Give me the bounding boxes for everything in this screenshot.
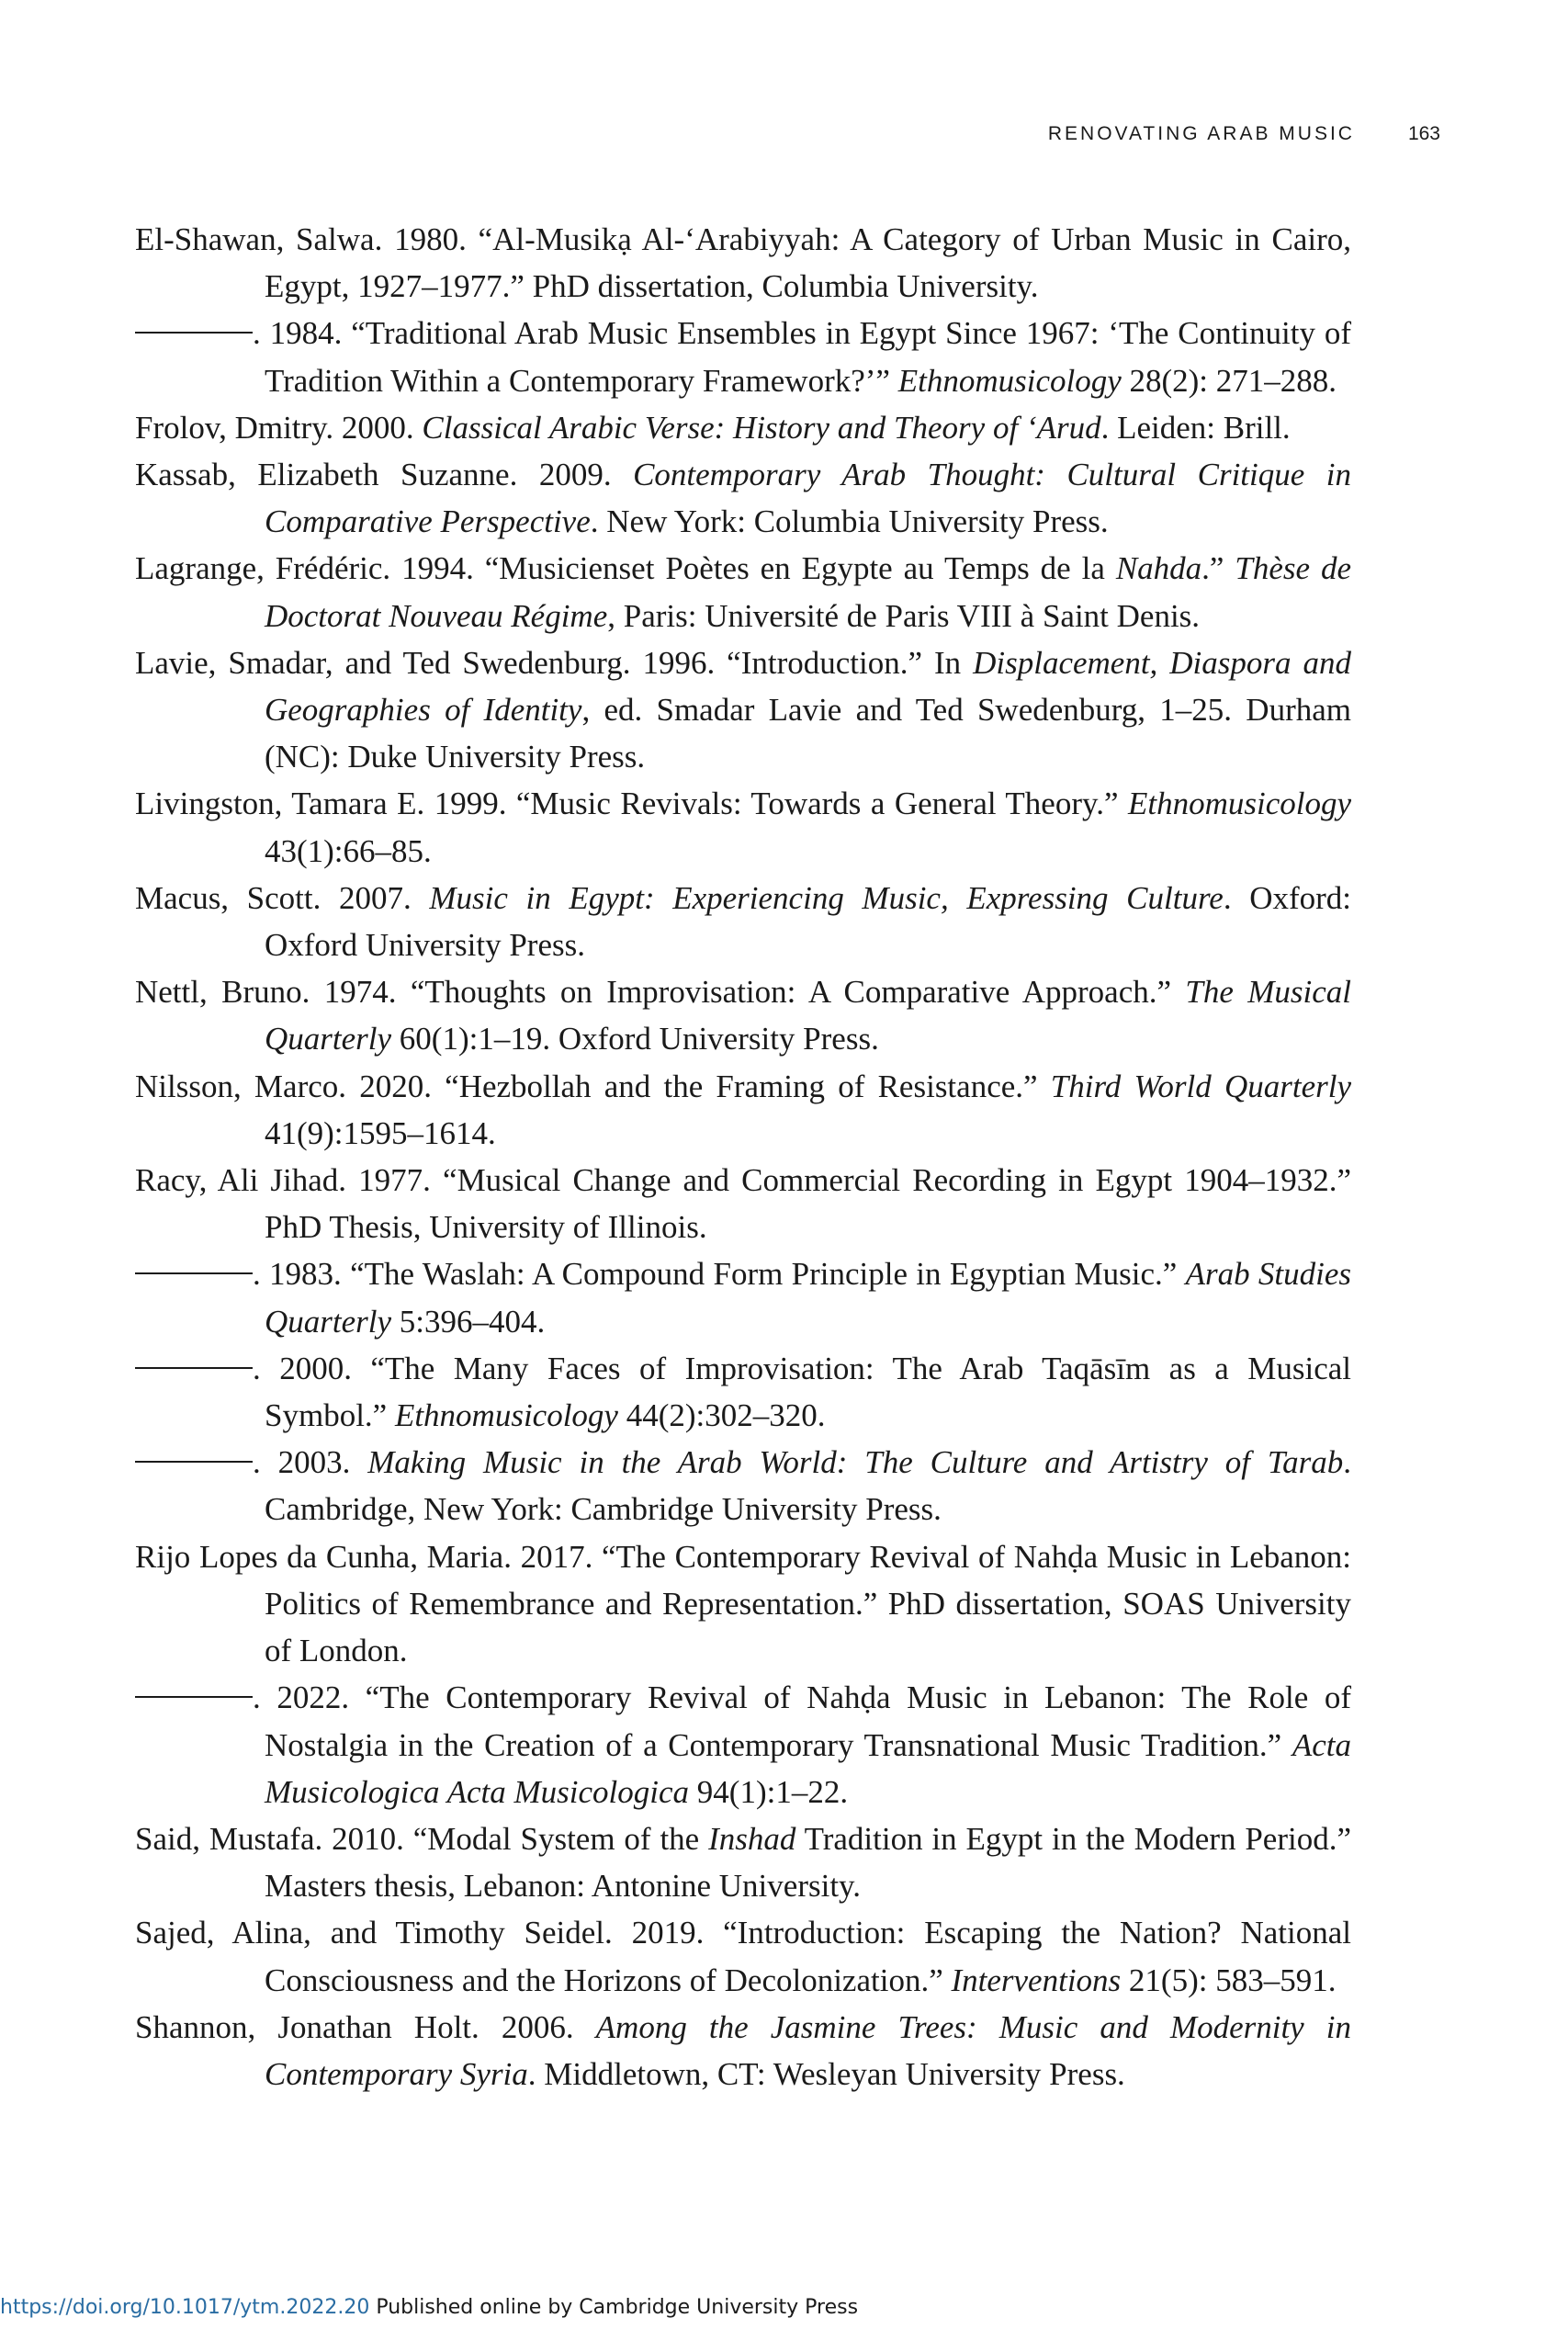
reference-entry: . 2003. Making Music in the Arab World: The Culture and Artistry of Tarab. Cambridge, New York: Cambridge University Press. xyxy=(135,1439,1351,1532)
page-number: 163 xyxy=(1407,123,1440,144)
reference-entry: Nettl, Bruno. 1974. “Thoughts on Improvisation: A Comparative Approach.” The Musical Quarterly 60(1):1–19. Oxford University Press. xyxy=(135,974,1351,1057)
reference-entry: Rijo Lopes da Cunha, Maria. 2017. “The Contemporary Revival of Nahḍa Music in Lebanon: Politics of Remembrance and Representation.” PhD dissertation, SOAS University of London. xyxy=(135,1538,1351,1669)
reference-entry: . 2022. “The Contemporary Revival of Nahḍa Music in Lebanon: The Role of Nostalgia in the Creation of a Contemporary Transnational Music Tradition.” Acta Musicologica Acta Musicologica 94(1):1–22. xyxy=(135,1674,1351,1815)
reference-list xyxy=(135,216,1351,2098)
reference-entry: Lavie, Smadar, and Ted Swedenburg. 1996. “Introduction.” In Displacement, Diaspora and Geographies of Identity, ed. Smadar Lavie and Ted Swedenburg, 1–25. Durham (NC): Duke University Press. xyxy=(135,644,1351,775)
reference-entry: El-Shawan, Salwa. 1980. “Al-Musikạ Al-‘Arabiyyah: A Category of Urban Music in Cairo, Egypt, 1927–1977.” PhD dissertation, Columbia University. xyxy=(135,221,1351,305)
doi-link[interactable]: https://doi.org/10.1017/ytm.2022.20 xyxy=(0,2296,370,2319)
repeat-author-dash xyxy=(135,1367,253,1369)
repeat-author-dash xyxy=(135,1696,253,1698)
publisher-note: Published online by Cambridge University Press xyxy=(369,2296,859,2319)
reference-entry: Shannon, Jonathan Holt. 2006. Among the Jasmine Trees: Music and Modernity in Contemporary Syria. Middletown, CT: Wesleyan University Press. xyxy=(135,2008,1352,2092)
reference-entry: Frolov, Dmitry. 2000. Classical Arabic Verse: History and Theory of ‘Arud. Leiden: Brill. xyxy=(135,409,1291,446)
reference-entry: . 1984. “Traditional Arab Music Ensembles in Egypt Since 1967: ‘The Continuity of Tradition Within a Contemporary Framework?’” Ethnomusicology 28(2): 271–288. xyxy=(135,310,1351,403)
repeat-author-dash xyxy=(135,332,253,334)
footer xyxy=(0,2296,858,2319)
reference-entry: . 1983. “The Waslah: A Compound Form Principle in Egyptian Music.” Arab Studies Quarterly 5:396–404. xyxy=(135,1250,1351,1344)
reference-entry: Said, Mustafa. 2010. “Modal System of the Inshad Tradition in Egypt in the Modern Period.” Masters thesis, Lebanon: Antonine University. xyxy=(135,1820,1352,1905)
running-title: RENOVATING ARAB MUSIC xyxy=(1047,123,1355,144)
reference-entry: Racy, Ali Jihad. 1977. “Musical Change and Commercial Recording in Egypt 1904–1932.” PhD Thesis, University of Illinois. xyxy=(135,1162,1351,1246)
reference-entry: Macus, Scott. 2007. Music in Egypt: Experiencing Music, Expressing Culture. Oxford: Oxford University Press. xyxy=(135,879,1351,964)
reference-entry: Sajed, Alina, and Timothy Seidel. 2019. “Introduction: Escaping the Nation? National Consciousness and the Horizons of Decolonization.” Interventions 21(5): 583–591. xyxy=(135,1915,1351,1998)
reference-entry: Nilsson, Marco. 2020. “Hezbollah and the Framing of Resistance.” Third World Quarterly 41(9):1595–1614. xyxy=(135,1068,1351,1151)
reference-entry: . 2000. “The Many Faces of Improvisation: The Arab Taqāsīm as a Musical Symbol.” Ethnomusicology 44(2):302–320. xyxy=(135,1345,1351,1439)
running-head xyxy=(919,123,1440,145)
reference-entry: Livingston, Tamara E. 1999. “Music Revivals: Towards a General Theory.” Ethnomusicology 43(1):66–85. xyxy=(135,786,1351,869)
reference-entry: Kassab, Elizabeth Suzanne. 2009. Contemporary Arab Thought: Cultural Critique in Comparative Perspective. New York: Columbia University Press. xyxy=(135,457,1351,540)
reference-entry: Lagrange, Frédéric. 1994. “Musicienset Poètes en Egypte au Temps de la Nahda.” Thèse de Doctorat Nouveau Régime, Paris: Université de Paris VIII à Saint Denis. xyxy=(135,550,1351,634)
repeat-author-dash xyxy=(135,1461,253,1463)
repeat-author-dash xyxy=(135,1272,253,1274)
